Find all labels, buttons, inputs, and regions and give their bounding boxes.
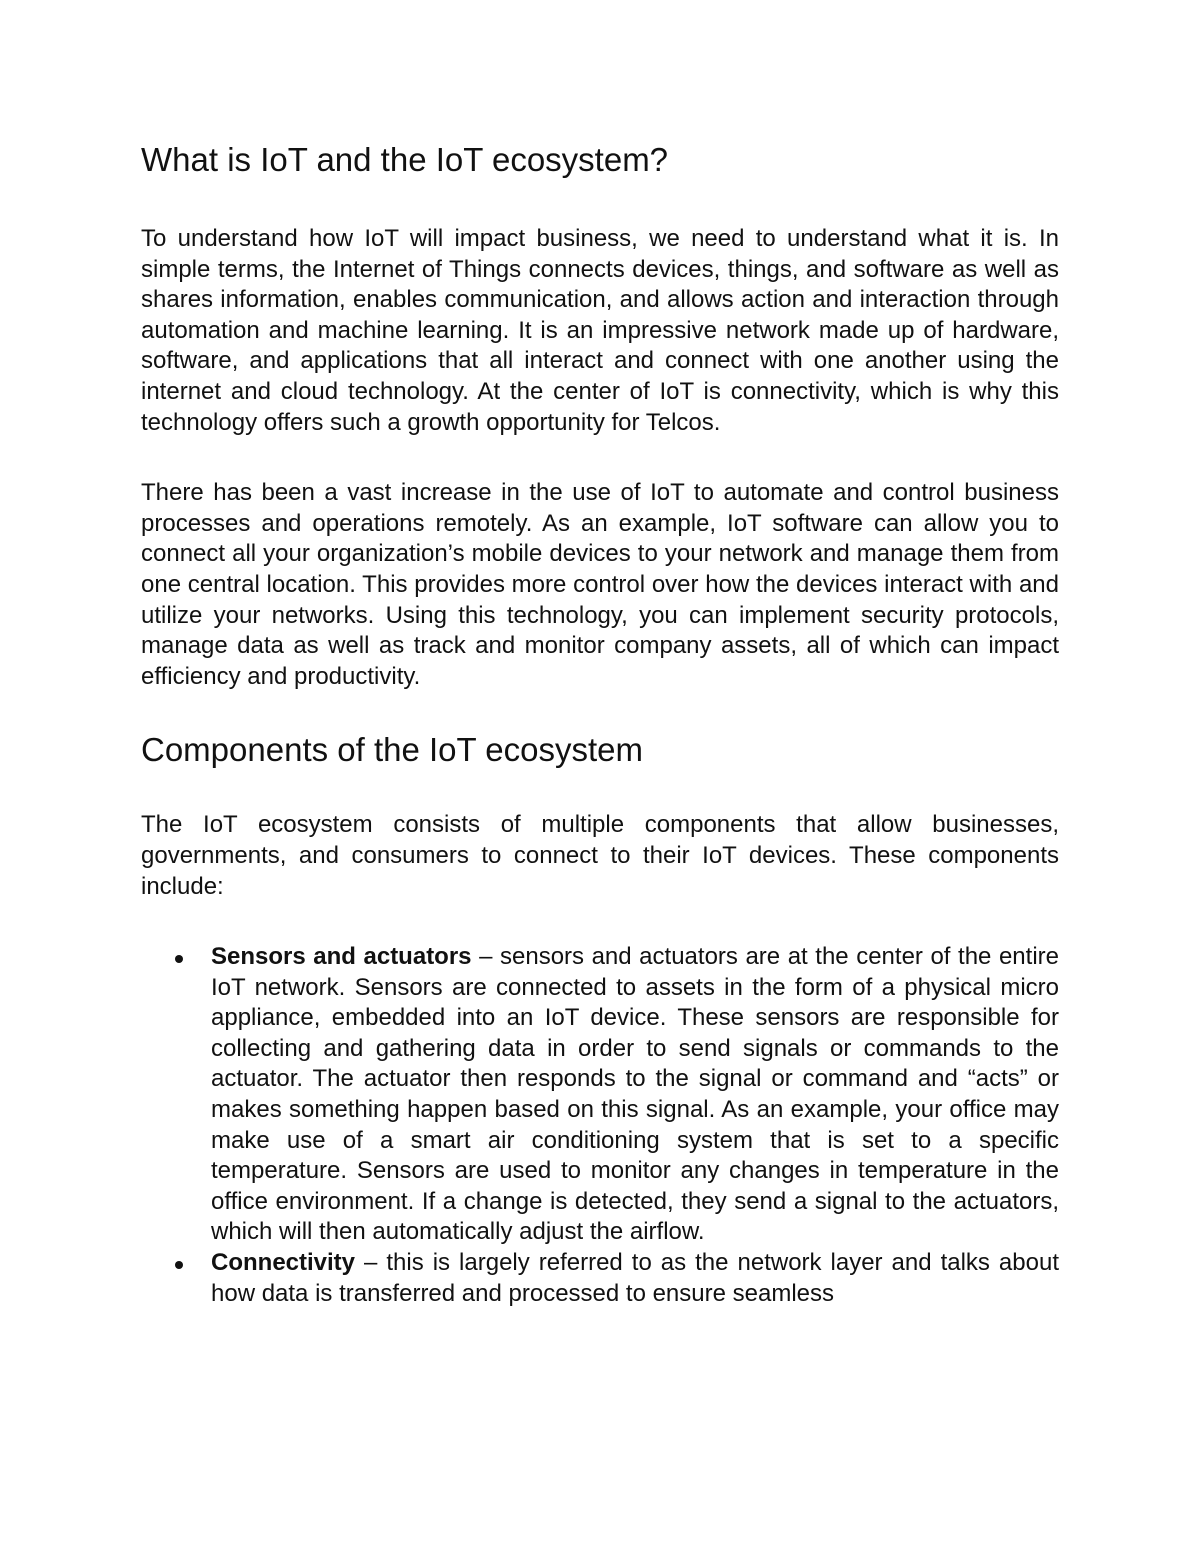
paragraph-text: connects devices, things, and software as well as shares information, enables communication, and allows action and interaction through automation and machine learning. It is an impressive network made up of hardware, software, and applications that all interact and connect with one another using the internet and (141, 255, 1059, 405)
paragraph-iot-definition (141, 224, 1059, 438)
paragraph-iot-business-use: There has been a vast increase in the use of IoT to automate and control business processes and operations remotely. As an example, IoT software can allow you to connect all your organization’s mobile devices to your network and manage them from one central location. This provides more control over how the devices interact with and utilize your networks. Using this technology, you can implement security protocols, manage data as well as track and monitor company assets, all of which can impact efficiency and productivity. (141, 479, 1059, 690)
list-item-text: – sensors and actuators are at the center of the entire IoT network. Sensors are connected to assets in the form of a physical micro appliance, embedded into an IoT device. These sensors are responsible for collecting and gathering data in order to send signals or commands to the actuator. The actuator then responds to the signal or command and “acts” or makes something happen based on this signal. As an example, your office may make use of a smart air conditioning system that is set to a specific temperature. Sensors are used to monitor any changes in temperature in the office environment. If a change is detected, they send a signal to the actuators, which will then automatically adjust the airflow. (211, 943, 1059, 1246)
section-heading-components: Components of the IoT ecosystem (141, 731, 643, 769)
list-item-term: Sensors and actuators (211, 943, 472, 971)
bullet-icon (175, 955, 183, 963)
list-item-connectivity (211, 1248, 1059, 1309)
paragraph-text: . At the center of IoT is connectivity, which is why this technology offers such a growth opportunity for Telcos. (141, 377, 1059, 436)
link-cloud-technology[interactable]: cloud technology (280, 377, 463, 405)
paragraph-text: To understand how IoT will impact business, we need to understand what it is. In simple terms, the (141, 225, 1059, 283)
paragraph-components-intro: The IoT ecosystem consists of multiple components that allow businesses, governments, and consumers to connect to their IoT devices. These components include: (141, 811, 1059, 900)
list-item-text: – this is largely referred to as the network layer and talks about how data is transferred and processed to ensure seamless (211, 1249, 1059, 1307)
bullet-icon (175, 1261, 183, 1269)
section-heading-what-is-iot: What is IoT and the IoT ecosystem? (141, 141, 669, 178)
list-item-sensors-actuators (211, 942, 1059, 1248)
components-list (141, 942, 1059, 1309)
link-internet-of-things[interactable]: Internet of Things (333, 255, 522, 283)
document-page (141, 140, 1059, 1309)
list-item-term: Connectivity (211, 1249, 356, 1277)
